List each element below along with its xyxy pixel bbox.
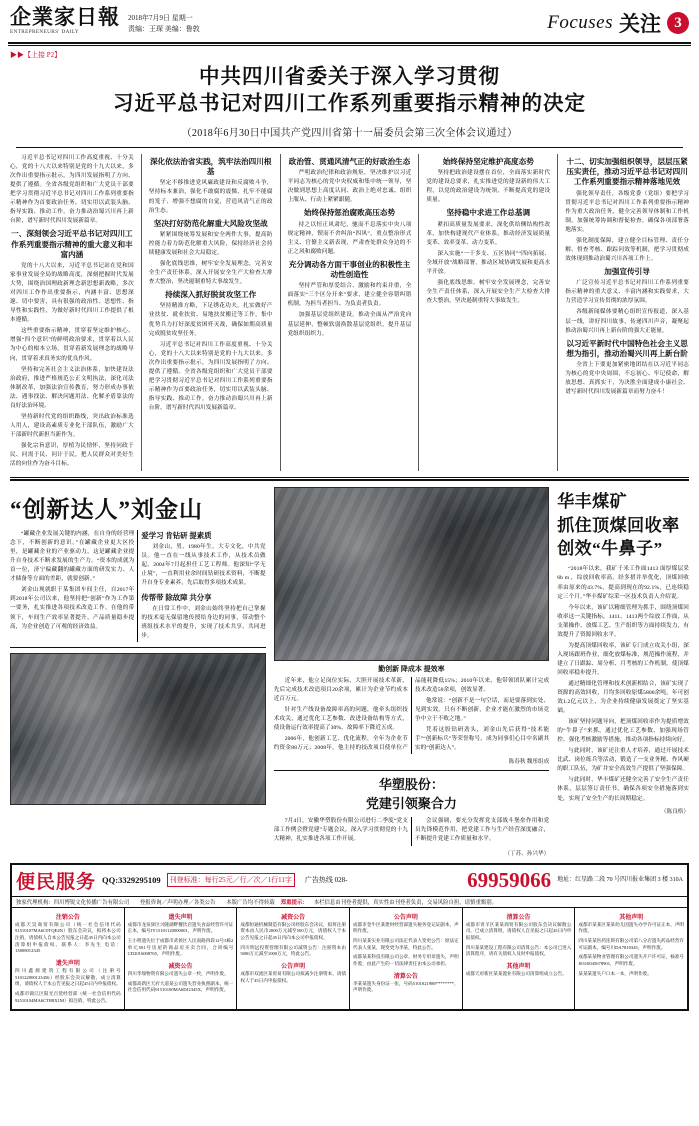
section-rule-2 — [10, 479, 689, 481]
byline: 陈春秋 魏彤组成 — [508, 759, 550, 766]
feature-divider — [10, 647, 266, 648]
headline-subtitle: （2018年6月30日中国共产党四川省第十一届委员会第三次全体会议通过） — [181, 127, 518, 139]
paragraph: 坚持新时代党的组织路线，突出政治标准选人用人，建设高素质专业化干部队伍，激励广大干部新时代新担当新作为。 — [10, 413, 134, 438]
feature-innovator — [10, 487, 266, 857]
paragraph: 坚持把政治建设摆在首位，全面落实新时代党的建设总要求，扎实推进党的建设新的伟大工程，以党的政治建设为统领，不断提高党的建设质量。 — [426, 170, 551, 204]
paragraph: 凭着这股钻研劲头，刘金山先后获得“技术能手”“创新标兵”等荣誉称号，成为同事们心目中名副其实的“创新达人”。 — [414, 727, 550, 752]
paragraph: 7月4日，安徽华塑股份有限公司进行二季度“党支部工作例会暨党建”专题会议，深入学习贯彻党的十九大精神，扎实推进各项工作开展。 — [273, 817, 408, 842]
center-divider — [274, 770, 550, 771]
section-heading: 坚决打好防范化解重大风险攻坚战 — [153, 218, 268, 228]
classifieds-column-4 — [350, 908, 463, 1010]
masthead-right — [547, 6, 689, 38]
column-separator — [141, 154, 142, 471]
paragraph: 这些重要指示精神，贯穿着坚定维护核心、增强“四个意识”的鲜明政治要求，贯穿着以人民为中心的根本立场，贯穿着新发展理念的战略导向，贯穿着求真务实的优良作风。 — [10, 328, 134, 362]
paragraph: 强化底线思维，树牢安全发展理念，完善安全生产责任体系，深入开展安全生产大检查大排查大整治，坚决遏制重特大事故发生。 — [148, 261, 273, 286]
article-column-4 — [426, 154, 550, 471]
classifieds-qq[interactable]: QQ:3329295109 — [102, 875, 161, 886]
paragraph: 针对生产线设备故障率高的问题，他牵头组织技术攻关，通过优化工艺参数、改进设备结构等方式，使设备运行效率提高了30%，故障率下降近五成。 — [273, 707, 408, 732]
feature-title: “创新达人”刘金山 — [10, 497, 203, 523]
section-title-chinese: 关注 — [619, 12, 661, 36]
classified-item[interactable]: 成都市锦江区阳光百货经营部（统一社会信用代码92510104MA6CTR8X1M）拟注销，特此公告。 — [15, 990, 121, 1003]
paragraph: 坚持和完善社会主义法治体系，加快建设法治政府，推进严格规范公正文明执法，深化司法体制改革，加强法治宣传教育，努力形成办事依法、遇事找法、解决问题用法、化解矛盾靠法的良好法治环境。 — [10, 366, 134, 409]
feature-body — [10, 530, 266, 641]
paragraph: 与此同时，华丰煤矿还健全完善了安全生产责任体系，层层签订责任书，确保各项安全措施落到实处，实现了安全生产的长周期稳定。 — [557, 777, 689, 802]
newspaper-logo: 企業家日報 — [10, 5, 120, 29]
section-heading: 深化依法治省实践，筑牢法治四川根基 — [149, 156, 272, 177]
classifieds-column-2 — [125, 908, 238, 1010]
paragraph: 紧紧围绕统筹发展和安全两件大事，提高防控能力着力防范化解重大风险，保持经济社会持续健康发展和社会大局稳定。 — [148, 231, 273, 256]
masthead — [0, 0, 699, 40]
photo-worker-machine — [274, 487, 550, 661]
issue-date: 2018年7月9日 星期一 — [128, 14, 193, 22]
classifieds-category-heading: 遗失声明 — [55, 960, 80, 967]
classified-item[interactable]: 成都市双流区某贸易有限公司拟减少注册资本，请债权人于45日内申报债权。 — [240, 970, 347, 983]
classifieds-grid — [12, 908, 687, 1010]
masthead-meta — [128, 6, 200, 34]
classified-item[interactable]: 成都高新区天府大道某公司遗失营业执照副本，统一社会信用代码91510100MA6DJ2345X，声明作废。 — [127, 980, 234, 993]
column-separator — [418, 154, 419, 471]
classifieds-category-heading: 遗失声明 — [168, 914, 193, 921]
masthead-left — [10, 6, 200, 35]
classified-item[interactable]: 成都某某科技有限公司公章、财务专用章遗失，声明作废，由此产生的一切法律责任由本公司承担。 — [353, 954, 459, 966]
classified-item[interactable]: 成都市金牛区某建材经营部遗失税务登记证副本，声明作废。 — [353, 921, 459, 934]
section-heading: 始终保持惩治腐败高压态势 — [303, 208, 396, 218]
classifieds-category-heading: 注销公告 — [55, 914, 80, 921]
classifieds-hotline-label: 广告热线 028- — [304, 876, 348, 885]
classifieds-subnote-bar — [12, 897, 687, 908]
features-area — [0, 487, 699, 857]
section-heading: 政治管、贯通风清气正的好政治生态 — [288, 156, 411, 166]
coalmine-body — [557, 565, 689, 803]
section-heading: 坚持稳中求进工作总基调 — [446, 208, 531, 218]
coalmine-title-line-2: 抓住顶煤回收率 — [557, 515, 680, 535]
column-separator — [557, 154, 558, 471]
main-headline — [0, 62, 699, 143]
section-heading: 十二、切实加强组织领导，层层压紧压实责任，推动习近平总书记对四川工作系列重要指示精神落地见效 — [566, 156, 688, 187]
feature-coalmine — [557, 487, 689, 857]
classifieds-header — [12, 865, 687, 897]
paragraph: 刘金山现就职于某集团车间主任，自2017年到2018年公司以来，他坚持把“创新”作为工作第一要务，扎实推进各项技术改造工作。在他的带领下，车间生产效率显著提升，产品质量稳步提高，为企业创造了可观的经济效益。 — [10, 587, 135, 630]
classified-item[interactable]: 成都市某某区某某幼儿园遗失办学许可证正本，声明作废。 — [578, 921, 685, 934]
headline-underrule — [16, 147, 683, 148]
classified-item[interactable]: 四川鑫源建筑工程有限公司（注册号510122000123456）经股东会决议解散，成立清算组，请债权人于本公告见报之日起45日内申报债权。 — [15, 967, 121, 987]
classifieds-category-heading: 清算公告 — [393, 973, 418, 980]
paragraph: 习近平总书记对四川工作高度重视、十分关心，党的十八大以来特别是党的十九大以来，多次作出重要指示批示，为四川发展指明了方向、提供了遵循。全省各级党组织和广大党员干部要把学习贯彻习近平总书记对四川工作系列重要指示精神作为首要政治任务，切实用以武装头脑、指导实践、推动工作，奋力推动治蜀兴川再上新台阶，谱写新时代四川发展新篇章。 — [148, 341, 273, 411]
classified-item[interactable]: 成都恒通机械制造有限公司经股东会决议，拟将注册资本由人民币2000万元减至500万元，请债权人于本公告见报之日起45日内向本公司申报债权。 — [240, 921, 347, 941]
classifieds-warning-text: 本栏信息由刊登者提供，真实性由刊登者负责，交易风险自担，请慎重甄别。 — [313, 899, 498, 906]
paragraph: 各级新闻媒体要精心组织宣传报道，深入基层一线，讲好四川故事，传递四川声音，凝聚起推动治蜀兴川再上新台阶的强大正能量。 — [565, 309, 689, 334]
headline-line-2: 习近平总书记对四川工作系列重要指示精神的决定 — [113, 93, 586, 116]
classifieds-category-heading: 其他声明 — [619, 914, 644, 921]
paragraph: 紧扣高质量发展要求，深化供给侧结构性改革，加快构建现代产业体系，推动经济发展质量变革、效率变革、动力变革。 — [426, 221, 551, 246]
article-column-1 — [10, 154, 134, 471]
classified-item[interactable]: 四川某某建设工程有限公司清算公告：本公司已进入清算程序，请有关债权人及时申报债权。 — [465, 944, 572, 957]
classifieds-category-heading: 清算公告 — [506, 914, 531, 921]
paragraph: 强化宗旨意识，厚植为民情怀，坚持问政于民、问需于民、问计于民，把人民群众对美好生活的向往作为奋斗目标。 — [10, 442, 134, 468]
paragraph: 该矿坚持问题导向，把顶煤回收率作为提质增效的“牛鼻子”来抓，通过优化工艺参数、加强现场管控、强化考核激励等措施，推动各项指标持续向好。 — [557, 719, 689, 744]
paragraph: 广泛宣传习近平总书记对四川工作系列重要指示精神的重大意义、丰富内涵和实践要求，大力营造学习宣传贯彻的浓厚氛围。 — [565, 280, 689, 305]
paragraph: 坚定不移推进党风廉政建设和反腐败斗争，坚持标本兼治，强化不敢腐的震慑、扎牢不能腐的笼子、增强不想腐的自觉，营造风清气正的政治生态。 — [148, 180, 273, 214]
paragraph: 为提高顶煤回收率，该矿专门成立攻关小组，深入现场跟班作业，细化放煤标准，规范操作流程，并建立了日跟踪、周分析、月考核的工作机制，使顶煤回收率稳步提升。 — [557, 642, 689, 676]
article-column-2 — [149, 154, 273, 471]
paragraph: 党的十八大以来，习近平总书记站在党和国家事业发展全局的战略高度，深刻把握时代发展大势，围绕治国理政新理念新思想新战略，多次对四川工作作出重要指示，内涵丰富、思想深邃、切中要害，具有很强的政治性、思想性、指导性和实践性，为做好新时代四川工作提供了根本遵循。 — [10, 263, 134, 324]
newspaper-logo-english: ENTREPRENEURS' DAILY — [10, 29, 80, 36]
article-column-3 — [288, 154, 412, 471]
section-heading: 持续深入抓好脱贫攻坚工作 — [165, 290, 257, 300]
paragraph: 会议强调，要充分发挥党支部战斗堡垒作用和党员先锋模范作用，把党建工作与生产经营深度融合，不断提升党建工作质量和水平。 — [414, 817, 550, 842]
classified-item[interactable]: 四川明远投资管理有限公司减资公告：注册资本由5000万元减至1000万元，特此公告。 — [240, 944, 347, 957]
photo-workers-reading — [10, 653, 266, 805]
article-column-5 — [565, 154, 689, 471]
classified-item[interactable]: 李某某遗失身份证一张，号码5101021988********，声明作废。 — [353, 980, 459, 993]
subheading: 传帮带 除故障 共分享 — [141, 593, 212, 603]
byline: （陈良格） — [661, 808, 689, 815]
paragraph: 今年以来，该矿以精细管理为抓手，围绕顶煤回收率这一关键指标，1411、1413两个综放工作面，从支架操作、放煤工艺、生产组织等方面持续发力，有效提升了资源回收水平。 — [557, 604, 689, 638]
paragraph: 坚持精准方略，下足绣花功夫，扎实做好产业扶贫、就业扶贫、易地扶贫搬迁等工作，集中优势兵力打好深度贫困歼灭战，确保如期高质量完成脱贫攻坚任务。 — [148, 303, 273, 337]
paragraph: 他常说：“创新不是一句空话，而是要落到实处、见到实效。只有不断创新，企业才能在激烈的市场竞争中立于不败之地。” — [414, 698, 550, 723]
continued-from-label: ▶▶【上接 P2】 — [10, 51, 62, 59]
section-rule-1 — [10, 477, 689, 478]
section-heading: 始终保持坚定维护高度态势 — [442, 156, 534, 166]
classifieds-warning-label: 郑重提示： — [280, 899, 308, 906]
classified-item[interactable]: 成都市龙泉驿区兴隆湖畔餐饮店遗失食品经营许可证正本，编号JY15101120000001，声明作废。 — [127, 921, 234, 934]
classifieds-column-3 — [237, 908, 350, 1010]
masthead-rule-thin — [8, 45, 691, 46]
paragraph: 与此同时，该矿还注重人才培养，通过开展技术比武、岗位练兵等活动，锻造了一支业务精、作风硬的职工队伍，为矿井安全高效生产提供了坚强保障。 — [557, 748, 689, 773]
feature-center-body — [274, 677, 550, 754]
classified-item[interactable]: 成都市青羊区某某商贸有限公司股东会决议解散公司，已成立清算组，请债权人自见报之日起45日内申报债权。 — [465, 921, 572, 941]
headline-line-1: 中共四川省委关于深入学习贯彻 — [199, 66, 500, 88]
paragraph: 刘金山，男，1980年生，大专文化，中共党员。他一直在一线从事技术工作，从技术员做起，2004年7月起担任工艺工程师。他深知“学无止境”，一直利用业余时间钻研技术资料，不断提升自身专业素养，先后取得多项技术成果。 — [141, 544, 266, 587]
decision-article-columns — [0, 152, 699, 471]
classified-item[interactable]: 某某某遗失户口本一本，声明作废。 — [578, 970, 652, 976]
paragraph: 深入实施“一干多支、五区协同”“四向拓展、全域开放”战略部署，推动区域协调发展和更高水平开放。 — [426, 250, 551, 275]
huasu-body — [274, 817, 550, 846]
paragraph: “罐藏企业发展关键的内涵，在自身的经营理念下，不断创新的意识。”在罐藏企业更大区投里，是罐藏企业的产业驱动力，这是罐藏企业提升自身技术不断求发展的生产力。“资本的成就为首一位，济宁偏藏翻的罐藏方面的研发实力、人才储备等方面的差距，就要创新。” — [10, 531, 135, 583]
paragraph: 在日常工作中，刘金山始终坚持把自己掌握的技术毫无保留地传授给身边的同事，带动整个班组技术水平的提升，实现了技术共享、共同进步。 — [141, 606, 266, 640]
paragraph: 强化底线思维，树牢安全发展理念，完善安全生产责任体系，深入开展安全生产大检查大排查大整治，坚决遏制重特大事故发生。 — [426, 279, 551, 304]
column-separator — [280, 154, 281, 471]
paragraph: 近年来，他立足岗位实际，大胆开展技术革新，先后完成技术改造项目20余项，累计为企业节约成本近百万元。 — [273, 678, 408, 703]
coalmine-title-line-3: 创效“牛鼻子” — [557, 538, 663, 558]
huasu-title-line-1: 华塑股份： — [378, 777, 444, 793]
paragraph: 通过精细化管理和技术创新相结合，该矿实现了资源的高效回收，月均多回收原煤5800余吨，年可创效1.2亿元以上，为企业持续健康发展奠定了坚实基础。 — [557, 680, 689, 715]
paragraph: 坚持严管和厚爱结合、激励和约束并重，全面落实“三个区分开来”要求，建立健全容错纠错机制，为担当者担当、为负责者负责。 — [287, 283, 412, 308]
section-title-english: Focuses — [547, 12, 613, 33]
classified-item[interactable]: 四川华瑞物资有限公司遗失公章一枚，声明作废。 — [127, 970, 229, 976]
classifieds-category-heading: 公告声明 — [281, 963, 306, 970]
coalmine-title-line-1: 华丰煤矿 — [557, 492, 628, 512]
paragraph: 强化领导责任，各级党委（党组）要把学习贯彻习近平总书记对四川工作系列重要指示精神作为重大政治任务，健全完善领导体制和工作机制，加强统筹协调和督促检查，确保各项部署落地落实。 — [565, 190, 689, 233]
classifieds-section — [10, 863, 689, 1012]
classifieds-column-5 — [463, 908, 576, 1010]
paragraph: 严明政治纪律和政治规矩，坚决维护以习近平同志为核心的党中央权威和集中统一领导，坚决做到思想上高度认同、政治上绝对忠诚、组织上服从、行动上紧紧跟随。 — [287, 170, 412, 204]
classifieds-category-heading: 减资公告 — [281, 914, 306, 921]
classifieds-category-heading: 其他声明 — [506, 963, 531, 970]
classified-item[interactable]: 成都天府新区某某置业有限公司清算组成立公告。 — [465, 970, 567, 976]
classifieds-agency-note: 独家代理机构：四川博锐文化传播广告有限公司 登报咨询／声明办理／各类公告 本版广告均不得转载 — [16, 899, 275, 906]
subheading: 爱学习 肯钻研 提素质 — [141, 531, 212, 541]
section-heading: 以习近平新时代中国特色社会主义思想为指引，推动治蜀兴川再上新台阶 — [566, 338, 688, 358]
classifieds-phone[interactable]: 69959066 — [467, 867, 552, 892]
classified-item[interactable]: 成都某某物业管理有限公司遗失开户许可证，核准号J6510045678901，声明作废。 — [578, 954, 685, 966]
huasu-title-line-2: 党建引领聚合力 — [365, 796, 457, 812]
section-heading: 充分调动各方面干事创业的积极性主动性创造性 — [288, 259, 411, 280]
paragraph: 习近平总书记对四川工作高度重视、十分关心，党的十八大以来特别是党的十九大以来，多次作出重要指示批示，为四川发展指明了方向、提供了遵循。全省各级党组织和广大党员干部要把学习贯彻习近平总书记对四川工作系列重要指示精神作为首要政治任务，切实用以武装头脑、指导实践、推动工作，奋力推动治蜀兴川再上新台阶，谱写新时代四川发展新篇章。 — [10, 154, 134, 225]
classifieds-title: 便民服务 — [16, 871, 97, 893]
paragraph: 全省上下要更加紧密地团结在以习近平同志为核心的党中央周围，不忘初心、牢记使命，解放思想、真抓实干，为决胜全面建成小康社会、谱写新时代四川发展新篇章而努力奋斗！ — [565, 362, 689, 396]
byline: （丁苏、孙兴华） — [504, 850, 550, 857]
classifieds-category-heading: 公告声明 — [393, 914, 418, 921]
classifieds-price-tag: 刊登标准：每行25元／行／次／1行11字 — [167, 873, 295, 887]
paragraph: “2018年以来，我矿千米工作面1413 面厚煤层采6b m ，综放回收率高，经多措并举优化，顶煤回收率由原来的43.7%，提高到现在的92.1%，已连续稳定三个月。”华丰煤矿综采一区技术负责人介绍说。 — [557, 566, 689, 600]
section-heading: 一、深刻领会习近平总书记对四川工作系列重要指示精神的重大意义和丰富内涵 — [11, 229, 133, 259]
classified-item[interactable]: 四川某某实业有限公司法定代表人变更公告：原法定代表人张某，现变更为李某，特此公告。 — [353, 938, 459, 950]
editor-credit: 责编：王琛 美编：鲁敦 — [128, 24, 200, 33]
classifieds-address: 地址：红星路二段 70 号四川报业集团 3 楼 310A — [557, 876, 683, 883]
classified-item[interactable]: 成都天昊商贸有限公司（统一社会信用代码91510107MA6C0TQE4N）股东会决议，拟将本公司注销，请债权人自本公告见报之日起45日内向本公司清算组申报债权。联系人：李先生 电话：13808012345 — [15, 921, 121, 954]
classifieds-category-heading: 减资公告 — [168, 963, 193, 970]
paragraph: 2006年，他创新工艺、优化流程，全年为企业节约资金88万元；2008年，他主持的技改项目使单位产品能耗降低15%；2010年以来，他带领团队累计完成技术改造50余项，创效显著。 — [273, 678, 550, 752]
paragraph: 持之以恒正风肃纪，驰而不息落实中央八项规定精神，锲而不舍纠治“四风”，重点整治形式主义、官僚主义新表现，严肃查处群众身边的不正之风和腐败问题。 — [287, 221, 412, 255]
photo-caption: 勤创新 降成本 提效率 — [378, 665, 445, 674]
page-number-badge: 3 — [667, 12, 689, 34]
classified-item[interactable]: 王小明遗失位于成都市武侯区人民南路四段12号3栋2单元501号房屋的商品房买卖合同，合同编号CD2016008765，声明作废。 — [127, 938, 234, 957]
classifieds-column-1 — [12, 908, 125, 1010]
masthead-rule-thick — [8, 42, 691, 44]
section-heading: 加强宣传引导 — [604, 267, 650, 277]
paragraph: 加强基层党组织建设，推动全面从严治党向基层延伸，整顿软弱涣散基层党组织，提升基层党组织组织力。 — [287, 312, 412, 337]
classified-item[interactable]: 四川某某医药连锁有限公司第八分店遗失药品经营许可证副本，编号川DA7810345，声明作废。 — [578, 938, 685, 950]
classifieds-column-6 — [575, 908, 687, 1010]
paragraph: 强化制度保障，建立健全目标管理、责任分解、督查考核、跟踪问效等机制，把学习贯彻成效体现到推动治蜀兴川各项工作上。 — [565, 237, 689, 263]
feature-center — [274, 487, 550, 857]
